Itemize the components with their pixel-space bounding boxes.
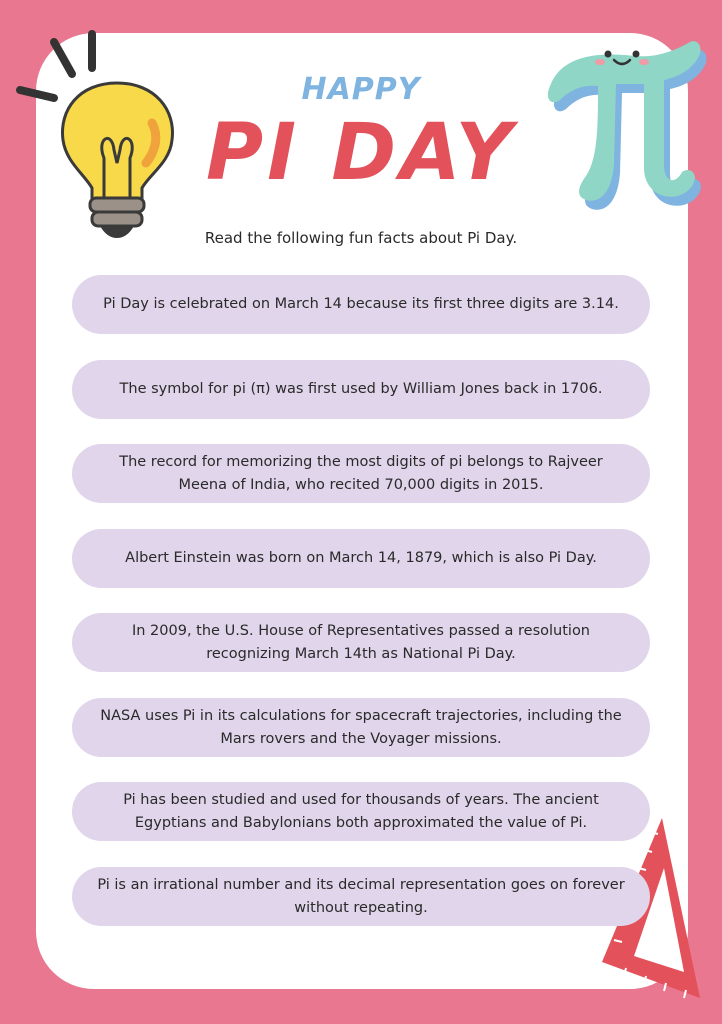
intro-text: Read the following fun facts about Pi Day. xyxy=(204,229,518,247)
fact-pill: In 2009, the U.S. House of Representatives passed a resolution recognizing March 14th as National Pi Day. xyxy=(72,613,650,672)
fact-pill: The symbol for pi (π) was first used by William Jones back in 1706. xyxy=(72,360,650,419)
fact-pill: Pi Day is celebrated on March 14 because its first three digits are 3.14. xyxy=(72,275,650,334)
happy-title: HAPPY xyxy=(301,72,421,107)
fact-pill: The record for memorizing the most digits of pi belongs to Rajveer Meena of India, who recited 70,000 digits in 2015. xyxy=(72,444,650,503)
fact-pill: Pi is an irrational number and its decimal representation goes on forever without repeating. xyxy=(72,867,650,926)
fact-pill: Pi has been studied and used for thousands of years. The ancient Egyptians and Babylonians both approximated the value of Pi. xyxy=(72,782,650,841)
page-title: PI DAY xyxy=(206,108,516,198)
fact-pill: NASA uses Pi in its calculations for spacecraft trajectories, including the Mars rovers and the Voyager missions. xyxy=(72,698,650,757)
fact-pill: Albert Einstein was born on March 14, 1879, which is also Pi Day. xyxy=(72,529,650,588)
